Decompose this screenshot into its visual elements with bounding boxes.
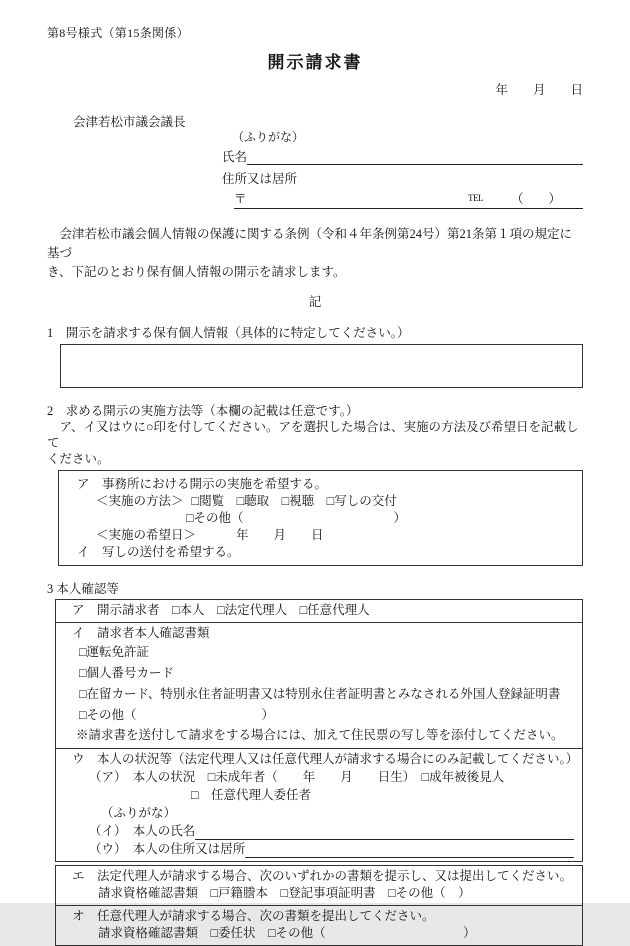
section1-heading: 1 開示を請求する保有個人情報（具体的に特定してください。）: [47, 326, 410, 340]
ki-marker: 記: [308, 295, 322, 309]
tel-paren: （ ）: [510, 192, 561, 206]
table-row-requester-type: [55, 599, 583, 623]
section1-input-box: [60, 344, 583, 388]
page-title: 開示請求書: [267, 53, 363, 72]
principal-name-label: （イ） 本人の氏名: [89, 824, 196, 838]
table-row-legal-agent: [55, 865, 583, 906]
option-i-copy-mailing: イ 写しの送付を希望する。: [77, 545, 240, 559]
principal-address-label: （ウ） 本人の住所又は居所: [89, 842, 246, 856]
legal-agent-title: エ 法定代理人が請求する場合、次のいずれかの書類を提示し、又は提出してください。: [72, 869, 573, 883]
date-line: 年 月 日: [495, 83, 583, 97]
body-paragraph: [47, 225, 583, 282]
principal-name-underline: [195, 839, 574, 840]
table-row-principal-status: [55, 748, 583, 862]
principal-address-underline: [245, 857, 574, 858]
method-other-checkbox: □その他（ ）: [186, 511, 407, 525]
legal-agent-documents: 請求資格確認書類 □戸籍謄本 □登記事項証明書 □その他（ ）: [98, 886, 471, 900]
voluntary-agent-title: オ 任意代理人が請求する場合、次の書類を提出してください。: [72, 909, 435, 923]
principal-address-row: [89, 840, 574, 858]
name-underline: [247, 164, 583, 165]
doc-option-residence-card: □在留カード、特別永住者証明書又は特別永住者証明書とみなされる外国人登録証明書: [79, 687, 561, 701]
furigana-label: （ふりがな）: [232, 130, 305, 144]
method-label: ＜実施の方法＞: [96, 494, 184, 508]
section2-instruction-line1: ア、イ又はウに○印を付してください。アを選択した場合は、実施の方法及び希望日を記載して: [47, 420, 579, 450]
name-label: 氏名: [222, 150, 248, 164]
doc-option-drivers-license: □運転免許証: [79, 645, 150, 659]
method-row: [96, 493, 572, 510]
desired-date-label: ＜実施の希望日＞: [96, 528, 197, 542]
principal-furigana-label: （ふりがな）: [101, 806, 177, 820]
postal-tel-row: [234, 189, 583, 209]
form-number: 第8号様式（第15条関係）: [47, 26, 189, 40]
section2-heading: 2 求める開示の実施方法等（本欄の記載は任意です。）: [47, 404, 359, 418]
tel-label: TEL: [467, 193, 483, 203]
mailing-note: ※請求書を送付して請求をする場合には、加えて住民票の写し等を添付してください。: [76, 728, 564, 742]
body-paragraph-line1: 会津若松市議会個人情報の保護に関する条例（令和４年条例第24号）第21条第１項の規定に基づ: [47, 227, 573, 260]
identity-table: [55, 599, 583, 946]
method-checkboxes: □閲覧 □聴取 □視聴 □写しの交付: [191, 494, 397, 508]
doc-option-my-number-card: □個人番号カード: [79, 666, 175, 680]
principal-name-row: [89, 822, 574, 840]
section2-instruction-line2: ください。: [47, 452, 110, 466]
desired-date-row: [96, 527, 572, 544]
addressee: 会津若松市議会議長: [73, 115, 186, 129]
address-label: 住所又は居所: [222, 172, 298, 186]
option-a-office-disclosure: ア 事務所における開示の実施を希望する。: [77, 477, 328, 491]
body-paragraph-line2: き、下記のとおり保有個人情報の開示を請求します。: [47, 265, 346, 279]
name-field-row: [222, 145, 583, 165]
identity-documents-title: イ 請求者本人確認書類: [72, 626, 210, 640]
postal-mark: 〒: [234, 192, 247, 206]
voluntary-agent-delegator-checkbox: □ 任意代理人委任者: [191, 788, 312, 802]
doc-option-other: □その他（ ）: [79, 708, 275, 722]
applicant-block: [222, 130, 583, 209]
voluntary-agent-documents: 請求資格確認書類 □委任状 □その他（ ）: [98, 926, 476, 940]
section3-heading: 3 本人確認等: [47, 582, 119, 596]
desired-date-value: 年 月 日: [236, 528, 324, 542]
section2-options-box: [58, 470, 583, 566]
principal-status-checkboxes: （ア） 本人の状況 □未成年者（ 年 月 日生） □成年被後見人: [89, 770, 505, 784]
principal-status-title: ウ 本人の状況等（法定代理人又は任意代理人が請求する場合にのみ記載してください。）: [72, 752, 579, 766]
table-row-identity-documents: [55, 622, 583, 749]
section2-instruction: [47, 419, 583, 467]
requester-type-checkboxes: ア 開示請求者 □本人 □法定代理人 □任意代理人: [72, 603, 370, 617]
table-row-voluntary-agent: [55, 905, 583, 946]
